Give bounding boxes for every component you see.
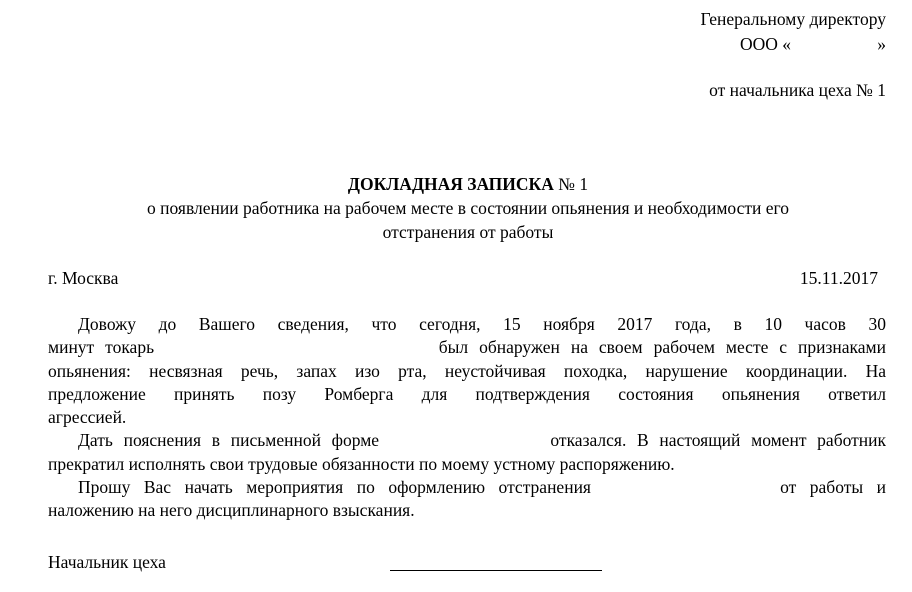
company-suffix: » bbox=[877, 34, 886, 54]
addressee-line1: Генеральному директору bbox=[700, 9, 886, 29]
body-line: Дать пояснения в письменной форме отказался. В настоящий момент работник bbox=[78, 430, 886, 451]
body-line: опьянения: несвязная речь, запах изо рта, неустойчивая походка, нарушение координации. На bbox=[48, 360, 886, 381]
company-prefix: ООО « bbox=[740, 34, 792, 54]
from-line: от начальника цеха № 1 bbox=[709, 80, 886, 100]
document-body bbox=[48, 313, 886, 523]
body-line: минут токарь был обнаружен на своем рабочем месте с признаками bbox=[48, 337, 886, 358]
body-line: агрессией. bbox=[48, 407, 127, 428]
body-line: прекратил исполнять свои трудовые обязанности по моему устному распоряжению. bbox=[48, 453, 675, 474]
document-title bbox=[0, 173, 912, 195]
title-number: № 1 bbox=[553, 174, 589, 194]
body-line: Довожу до Вашего сведения, что сегодня, 15 ноября 2017 года, в 10 часов 30 bbox=[78, 314, 886, 334]
document-subtitle-line2: отстранения от работы bbox=[382, 222, 554, 242]
body-line: Прошу Вас начать мероприятия по оформлению отстранения от работы и bbox=[78, 477, 886, 498]
body-line: предложение принять позу Ромберга для подтверждения состояния опьянения ответил bbox=[48, 383, 886, 404]
signature-position: Начальник цеха bbox=[48, 552, 166, 572]
title-main: ДОКЛАДНАЯ ЗАПИСКА bbox=[347, 174, 554, 194]
document-subtitle-line1: о появлении работника на рабочем месте в состоянии опьянения и необходимости его bbox=[146, 198, 789, 218]
body-line: наложению на него дисциплинарного взыскания. bbox=[48, 500, 415, 521]
city: г. Москва bbox=[48, 268, 119, 288]
document-date: 15.11.2017 bbox=[799, 268, 878, 288]
signature-line bbox=[390, 570, 602, 571]
